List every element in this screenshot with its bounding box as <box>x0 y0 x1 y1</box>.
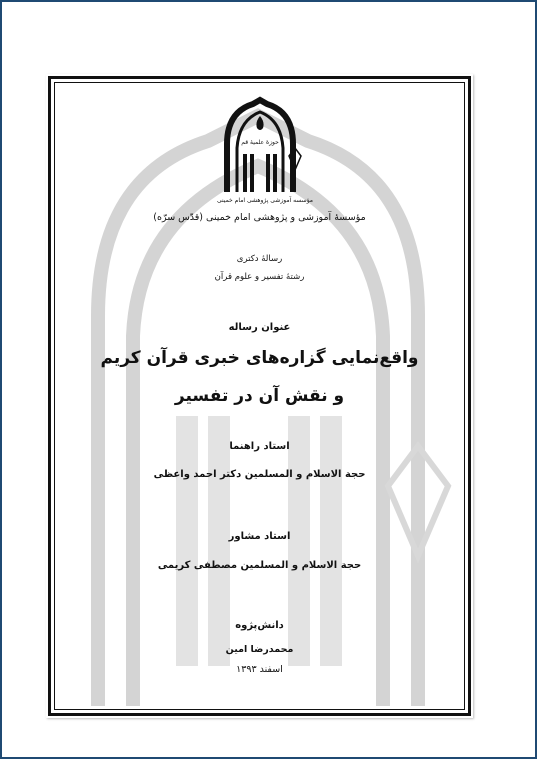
hawza-logo-text: حوزهٔ علمیهٔ قم <box>240 139 279 146</box>
institute-logo-text: مؤسسه آموزشی پژوهشی امام خمینی <box>216 197 313 204</box>
degree-label: رسالهٔ دکتری <box>236 254 283 264</box>
institute-logo <box>205 96 315 206</box>
student-name: محمدرضا امین <box>225 644 294 655</box>
advisor-name: حجة الاسلام و المسلمین مصطفی کریمی <box>157 560 362 571</box>
thesis-title-line-1: واقع‌نمایی گزاره‌های خبری قرآن کریم <box>100 348 419 368</box>
document-page <box>46 74 473 718</box>
page-content <box>58 86 461 706</box>
supervisor-label: استاد راهنما <box>229 441 290 452</box>
supervisor-name: حجة الاسلام و المسلمین دکتر احمد واعظی <box>153 469 366 480</box>
student-label: دانش‌پژوه <box>235 620 284 631</box>
field-of-study: رشتهٔ تفسیر و علوم قرآن <box>214 272 305 282</box>
institute-name: مؤسسهٔ آموزشی و پژوهشی امام خمینی (قدّس سرّه) <box>153 212 366 223</box>
thesis-title-label: عنوان رساله <box>228 322 291 333</box>
advisor-label: استاد مشاور <box>228 531 291 542</box>
thesis-title-line-2: و نقش آن در تفسیر <box>174 386 345 406</box>
submission-date: اسفند ۱۳۹۳ <box>236 664 283 675</box>
